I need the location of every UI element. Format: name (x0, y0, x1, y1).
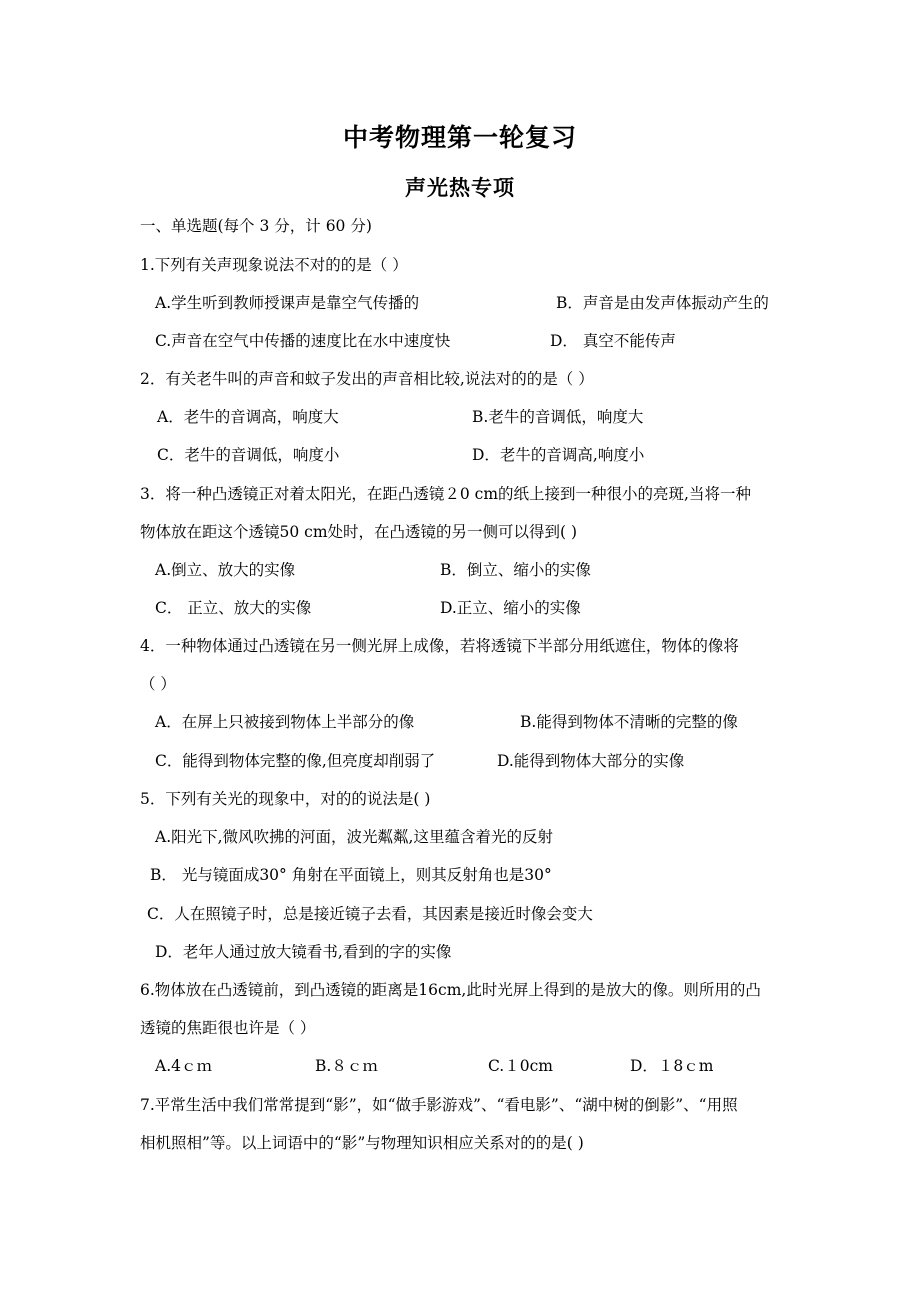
question-4-stem-line-2: （ ） (140, 675, 176, 693)
question-2-option-b: B.老牛的音调低，响度大 (472, 408, 644, 426)
question-4-option-d: D.能得到物体大部分的实像 (497, 752, 685, 770)
question-1-option-d: D． 真空不能传声 (550, 332, 676, 350)
question-4-option-a: A．在屏上只被接到物体上半部分的像 (155, 713, 415, 731)
question-3-option-d: D.正立、缩小的实像 (440, 599, 581, 617)
question-1-stem: 1.下列有关声现象说法不对的的是（ ） (140, 256, 408, 274)
question-4-option-c: C．能得到物体完整的像,但亮度却削弱了 (155, 752, 436, 770)
question-4-option-b: B.能得到物体不清晰的完整的像 (520, 713, 738, 731)
question-5-option-c: C．人在照镜子时，总是接近镜子去看，其因素是接近时像会变大 (147, 905, 593, 923)
question-6-stem-line-2: 透镜的焦距很也许是（ ） (140, 1019, 316, 1037)
question-2-option-d: D．老牛的音调高,响度小 (472, 446, 645, 464)
question-5-option-d: D．老年人通过放大镜看书,看到的字的实像 (155, 943, 452, 961)
question-6-option-a: A.4ｃｍ (155, 1057, 212, 1075)
question-2-option-a: A．老牛的音调高，响度大 (157, 408, 339, 426)
question-2-option-c: C．老牛的音调低，响度小 (157, 446, 340, 464)
question-5-option-a: A.阳光下,微风吹拂的河面，波光粼粼,这里蕴含着光的反射 (155, 828, 553, 846)
question-1-option-a: A.学生听到教师授课声是靠空气传播的 (155, 294, 420, 312)
question-1-option-b: B．声音是由发声体振动产生的 (556, 294, 769, 312)
question-7-stem-line-2: 相机照相”等。以上词语中的“影”与物理知识相应关系对的的是( ) (140, 1134, 584, 1152)
question-3-stem-line-1: 3．将一种凸透镜正对着太阳光，在距凸透镜２0 cm的纸上接到一种很小的亮斑,当将一种 (140, 485, 751, 503)
section-heading: 一、单选题(每个 3 分，计 60 分) (140, 217, 372, 235)
question-4-stem-line-1: 4．一种物体通过凸透镜在另一侧光屏上成像，若将透镜下半部分用纸遮住，物体的像将 (140, 637, 739, 655)
question-3-option-c: C． 正立、放大的实像 (155, 599, 312, 617)
page-subtitle: 声光热专项 (405, 175, 515, 200)
question-5-stem: 5．下列有关光的现象中，对的的说法是( ) (140, 790, 431, 808)
question-3-option-a: A.倒立、放大的实像 (155, 561, 296, 579)
question-5-option-b: B． 光与镜面成30° 角射在平面镜上，则其反射角也是30° (150, 866, 552, 884)
question-6-stem-line-1: 6.物体放在凸透镜前，到凸透镜的距离是16cm,此时光屏上得到的是放大的像。则所用的凸 (140, 981, 761, 999)
question-6-option-c: C.１0cm (488, 1057, 553, 1075)
page-title: 中考物理第一轮复习 (342, 123, 577, 152)
question-2-stem: 2．有关老牛叫的声音和蚊子发出的声音相比较,说法对的的是（ ） (140, 370, 594, 388)
question-3-option-b: B．倒立、缩小的实像 (440, 561, 591, 579)
question-6-option-d: D．１8ｃm (630, 1057, 714, 1075)
question-6-option-b: B.８ｃｍ (315, 1057, 378, 1075)
question-3-stem-line-2: 物体放在距这个透镜50 cm处时，在凸透镜的另一侧可以得到( ) (140, 523, 578, 541)
question-7-stem-line-1: 7.平常生活中我们常常提到“影”，如“做手影游戏”、“看电影”、“湖中树的倒影”、“用照 (140, 1096, 738, 1114)
question-1-option-c: C.声音在空气中传播的速度比在水中速度快 (155, 332, 451, 350)
